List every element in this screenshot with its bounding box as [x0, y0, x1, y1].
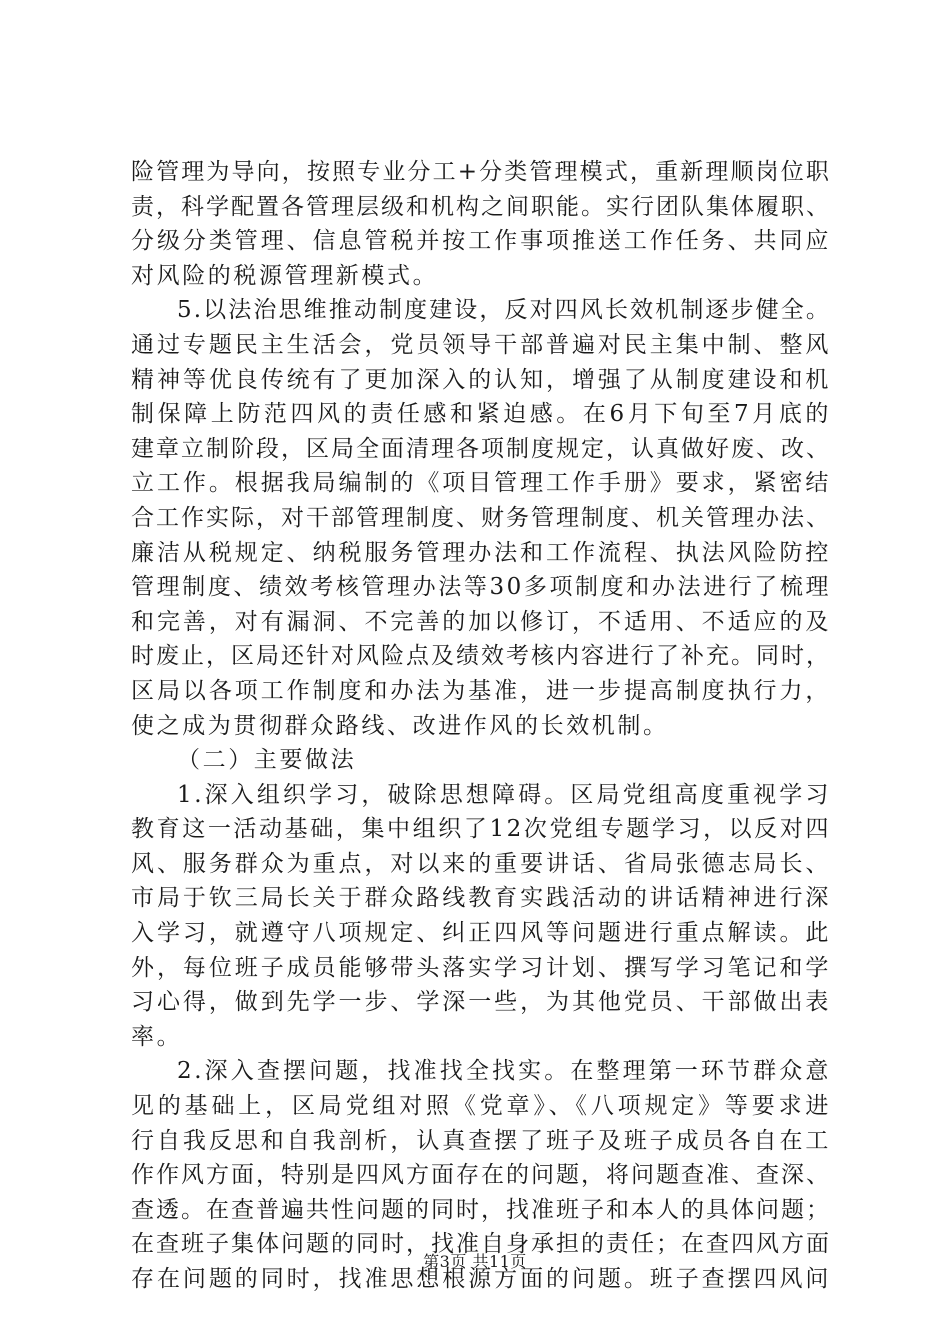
paragraph-line: 分级分类管理、信息管税并按工作事项推送工作任务、共同应 [131, 228, 831, 255]
paragraph-line: 5.以法治思维推动制度建设，反对四风长效机制逐步健全。 [177, 297, 831, 324]
paragraph-line: 险管理为导向，按照专业分工+分类管理模式，重新理顺岗位职 [131, 159, 831, 185]
paragraph-line: 对风险的税源管理新模式。 [131, 262, 439, 289]
paragraph-line: 建章立制阶段，区局全面清理各项制度规定，认真做好废、改、 [131, 435, 831, 462]
section-heading: （二）主要做法 [177, 747, 357, 774]
paragraph-line: 查透。在查普遍共性问题的同时，找准班子和本人的具体问题； [131, 1196, 831, 1223]
paragraph-line: 存在问题的同时，找准思想根源方面的问题。班子查摆四风问 [131, 1266, 831, 1292]
paragraph-line: 作作风方面，特别是四风方面存在的问题，将问题查准、查深、 [131, 1162, 831, 1189]
paragraph-line: 管理制度、绩效考核管理办法等30多项制度和办法进行了梳理 [131, 574, 831, 601]
paragraph-line: 责，科学配置各管理层级和机构之间职能。实行团队集体履职、 [131, 193, 831, 220]
paragraph-line: 在查班子集体问题的同时，找准自身承担的责任；在查四风方面 [131, 1231, 831, 1258]
paragraph-line: 廉洁从税规定、纳税服务管理办法和工作流程、执法风险防控 [131, 539, 831, 566]
paragraph-line: 区局以各项工作制度和办法为基准，进一步提高制度执行力， [131, 677, 831, 704]
document-body [131, 155, 831, 1297]
paragraph-line: 制保障上防范四风的责任感和紧迫感。在6月下旬至7月底的 [131, 401, 831, 428]
paragraph-line: 使之成为贯彻群众路线、改进作风的长效机制。 [131, 712, 669, 739]
paragraph-line: 率。 [131, 1023, 183, 1050]
paragraph-line: 和完善，对有漏洞、不完善的加以修订，不适用、不适应的及 [131, 608, 831, 635]
paragraph-line: 合工作实际，对干部管理制度、财务管理制度、机关管理办法、 [131, 504, 831, 531]
paragraph-line: 外，每位班子成员能够带头落实学习计划、撰写学习笔记和学 [131, 954, 831, 981]
paragraph-line: 通过专题民主生活会，党员领导干部普遍对民主集中制、整风 [131, 331, 831, 358]
paragraph-line: 见的基础上，区局党组对照《党章》、《八项规定》等要求进 [131, 1093, 831, 1120]
paragraph-line: 精神等优良传统有了更加深入的认知，增强了从制度建设和机 [131, 366, 831, 393]
paragraph-line: 市局于钦三局长关于群众路线教育实践活动的讲话精神进行深 [131, 885, 831, 912]
paragraph-line: 2.深入查摆问题，找准找全找实。在整理第一环节群众意 [177, 1058, 831, 1085]
paragraph-line: 入学习，就遵守八项规定、纠正四风等问题进行重点解读。此 [131, 920, 831, 947]
paragraph-line: 教育这一活动基础，集中组织了12次党组专题学习，以反对四 [131, 816, 831, 843]
page-number-footer: 第3页 共11页 [423, 1252, 527, 1271]
paragraph-line: 时废止，区局还针对风险点及绩效考核内容进行了补充。同时， [131, 643, 831, 670]
paragraph-line: 立工作。根据我局编制的《项目管理工作手册》要求，紧密结 [131, 470, 831, 497]
paragraph-line: 1.深入组织学习，破除思想障碍。区局党组高度重视学习 [177, 781, 831, 808]
paragraph-line: 习心得，做到先学一步、学深一些，为其他党员、干部做出表 [131, 989, 831, 1016]
paragraph-line: 行自我反思和自我剖析，认真查摆了班子及班子成员各自在工 [131, 1127, 831, 1154]
paragraph-line: 风、服务群众为重点，对以来的重要讲话、省局张德志局长、 [131, 850, 831, 877]
